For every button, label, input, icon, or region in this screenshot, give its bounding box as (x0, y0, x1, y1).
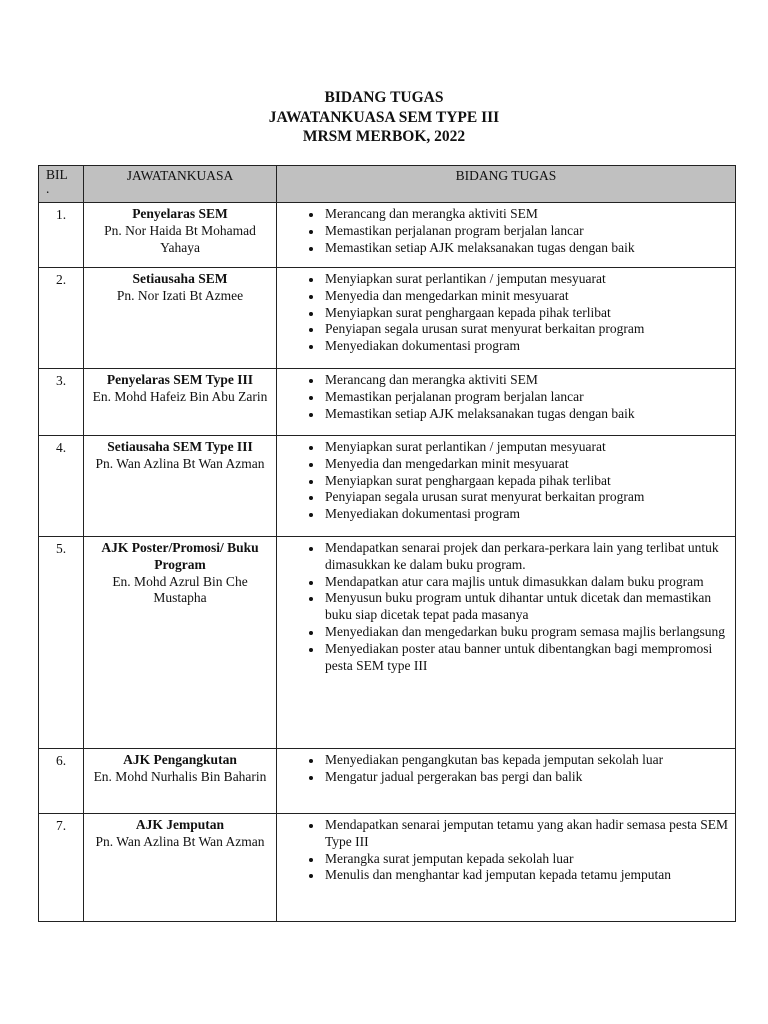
committee-role: AJK Jemputan (135, 817, 225, 832)
duties-cell (277, 203, 736, 268)
committee-cell (84, 537, 277, 749)
duty-item: Mendapatkan senarai projek dan perkara-perkara lain yang terlibat untuk dimasukkan ke dalam buku program. (309, 540, 729, 574)
table-row (39, 814, 736, 922)
row-number: 2. (39, 268, 84, 369)
duty-item: Memastikan perjalanan program berjalan lancar (309, 223, 729, 240)
committee-member: Pn. Nor Haida Bt Mohamad Yahaya (104, 222, 256, 255)
duty-item: Merancang dan merangka aktiviti SEM (309, 206, 729, 223)
committee-role: AJK Poster/Promosi/ Buku Program (101, 540, 259, 572)
duties-cell (277, 369, 736, 436)
row-number: 6. (39, 749, 84, 814)
row-number: 1. (39, 203, 84, 268)
committee-member: Pn. Wan Azlina Bt Wan Azman (95, 455, 265, 471)
duty-item: Mengatur jadual pergerakan bas pergi dan balik (309, 769, 729, 786)
table-header-row (39, 166, 736, 203)
duty-item: Menyediakan dokumentasi program (309, 506, 729, 523)
table-row (39, 749, 736, 814)
duty-list (277, 752, 729, 786)
committee-role: AJK Pengangkutan (123, 752, 237, 767)
duties-cell (277, 537, 736, 749)
title-line: BIDANG TUGAS (324, 89, 444, 106)
duty-list (277, 372, 729, 422)
header-committee: JAWATANKUASA (84, 166, 277, 203)
row-number: 5. (39, 537, 84, 749)
document-title (0, 88, 768, 147)
duty-item: Mendapatkan atur cara majlis untuk dimasukkan dalam buku program (309, 574, 729, 591)
table-row (39, 436, 736, 537)
title-line: MRSM MERBOK, 2022 (302, 128, 466, 145)
table-row (39, 268, 736, 369)
duty-list (277, 540, 729, 674)
committee-cell (84, 203, 277, 268)
header-duties: BIDANG TUGAS (277, 166, 736, 203)
committee-role: Setiausaha SEM (132, 271, 228, 286)
row-number: 4. (39, 436, 84, 537)
duty-item: Menyediakan poster atau banner untuk dibentangkan bagi mempromosi pesta SEM type III (309, 641, 729, 675)
duty-item: Penyiapan segala urusan surat menyurat berkaitan program (309, 321, 729, 338)
duty-list (277, 206, 729, 256)
committee-role: Setiausaha SEM Type III (107, 439, 253, 454)
duty-item: Memastikan setiap AJK melaksanakan tugas dengan baik (309, 240, 729, 257)
duties-cell (277, 814, 736, 922)
committee-member: En. Mohd Nurhalis Bin Baharin (93, 768, 267, 784)
duty-item: Menulis dan menghantar kad jemputan kepada tetamu jemputan (309, 867, 729, 884)
duty-item: Merangka surat jemputan kepada sekolah luar (309, 851, 729, 868)
committee-cell (84, 814, 277, 922)
duty-item: Menyiapkan surat perlantikan / jemputan mesyuarat (309, 439, 729, 456)
duties-cell (277, 268, 736, 369)
header-bil (39, 166, 84, 203)
committee-cell (84, 436, 277, 537)
committee-cell (84, 749, 277, 814)
duty-item: Menyiapkan surat penghargaan kepada pihak terlibat (309, 473, 729, 490)
row-number: 7. (39, 814, 84, 922)
committee-cell (84, 268, 277, 369)
duty-list (277, 439, 729, 523)
duty-item: Menyiapkan surat perlantikan / jemputan mesyuarat (309, 271, 729, 288)
committee-member: Pn. Wan Azlina Bt Wan Azman (95, 833, 265, 849)
duty-item: Memastikan setiap AJK melaksanakan tugas dengan baik (309, 406, 729, 423)
duty-item: Memastikan perjalanan program berjalan lancar (309, 389, 729, 406)
committee-role: Penyelaras SEM Type III (106, 372, 254, 387)
duty-list (277, 271, 729, 355)
row-number: 3. (39, 369, 84, 436)
duty-item: Menyediakan dokumentasi program (309, 338, 729, 355)
duty-item: Menyiapkan surat penghargaan kepada pihak terlibat (309, 305, 729, 322)
table-row (39, 369, 736, 436)
duties-table (38, 165, 736, 922)
duties-cell (277, 749, 736, 814)
duty-list (277, 817, 729, 884)
committee-cell (84, 369, 277, 436)
duty-item: Menyediakan dan mengedarkan buku program semasa majlis berlangsung (309, 624, 729, 641)
committee-member: Pn. Nor Izati Bt Azmee (116, 287, 244, 303)
table-row (39, 203, 736, 268)
table-row (39, 537, 736, 749)
duty-item: Menyedia dan mengedarkan minit mesyuarat (309, 456, 729, 473)
duty-item: Menyediakan pengangkutan bas kepada jemputan sekolah luar (309, 752, 729, 769)
duties-cell (277, 436, 736, 537)
committee-member: En. Mohd Hafeiz Bin Abu Zarin (92, 388, 268, 404)
committee-member: En. Mohd Azrul Bin Che Mustapha (112, 573, 248, 606)
duty-item: Menyusun buku program untuk dihantar untuk dicetak dan memastikan buku siap dicetak tepat pada masanya (309, 590, 729, 624)
duty-item: Mendapatkan senarai jemputan tetamu yang akan hadir semasa pesta SEM Type III (309, 817, 729, 851)
title-line: JAWATANKUASA SEM TYPE III (268, 108, 500, 126)
duty-item: Merancang dan merangka aktiviti SEM (309, 372, 729, 389)
duty-item: Menyedia dan mengedarkan minit mesyuarat (309, 288, 729, 305)
duty-item: Penyiapan segala urusan surat menyurat berkaitan program (309, 489, 729, 506)
header-bil-label: BIL . (46, 167, 68, 196)
committee-role: Penyelaras SEM (132, 206, 228, 221)
